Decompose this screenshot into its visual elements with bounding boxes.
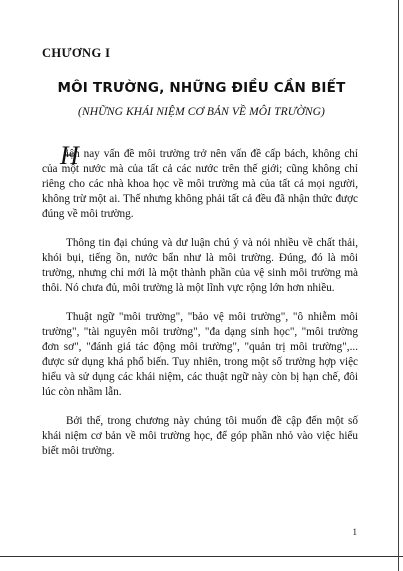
chapter-title: MÔI TRƯỜNG, NHỮNG ĐIỀU CẦN BIẾT xyxy=(57,80,346,96)
paragraph-1-text: iện nay vấn đề môi trường trở nên vấn đề cấp bách, không chỉ của một nước mà của tất cả các nước trên thế giới; cũng không chỉ riêng cho các nhà khoa học về môi trường mà của tất cả mọi người, không trừ một ai. Thế nhưng không phải tất cả đều đã nhận thức được đúng về môi trường. xyxy=(42,148,358,220)
paragraph-2: Thông tin đại chúng và dư luận chú ý và nói nhiều về chất thải, khói bụi, tiếng ồn, nước bẩn như là môi trường. Đúng, đó là môi trường, nhưng chỉ mới là một thành phần của vệ sinh môi trường mà thôi. Nó chưa đủ, môi trường là một lĩnh vực rộng lớn hơn nhiều. xyxy=(42,237,358,294)
paragraph-1 xyxy=(42,141,358,222)
paragraph-4: Bởi thế, trong chương này chúng tôi muốn đề cập đến một số khái niệm cơ bản về môi trường học, để góp phần nhỏ vào việc hiểu biết môi trường. xyxy=(42,415,358,457)
body-text xyxy=(42,141,358,473)
drop-cap: H xyxy=(60,141,79,170)
paragraph-3: Thuật ngữ "môi trường", "bảo vệ môi trường", "ô nhiễm môi trường", "tài nguyên môi trường", "đa dạng sinh học", "môi trường đơn sơ", "đánh giá tác động môi trường", "quản trị môi trường",... được sử dụng khá phổ biến. Tuy nhiên, trong một số trường hợp việc hiểu và sử dụng các khái niệm, các thuật ngữ này còn bị hạn chế, đôi lúc còn nhầm lẫn. xyxy=(42,311,358,398)
bottom-edge-line xyxy=(0,556,403,557)
chapter-heading: CHƯƠNG I xyxy=(42,46,111,60)
page-number: 1 xyxy=(352,527,357,537)
right-edge-line xyxy=(398,0,399,571)
chapter-subtitle: (NHỮNG KHÁI NIỆM CƠ BẢN VỀ MÔI TRƯỜNG) xyxy=(78,106,325,118)
